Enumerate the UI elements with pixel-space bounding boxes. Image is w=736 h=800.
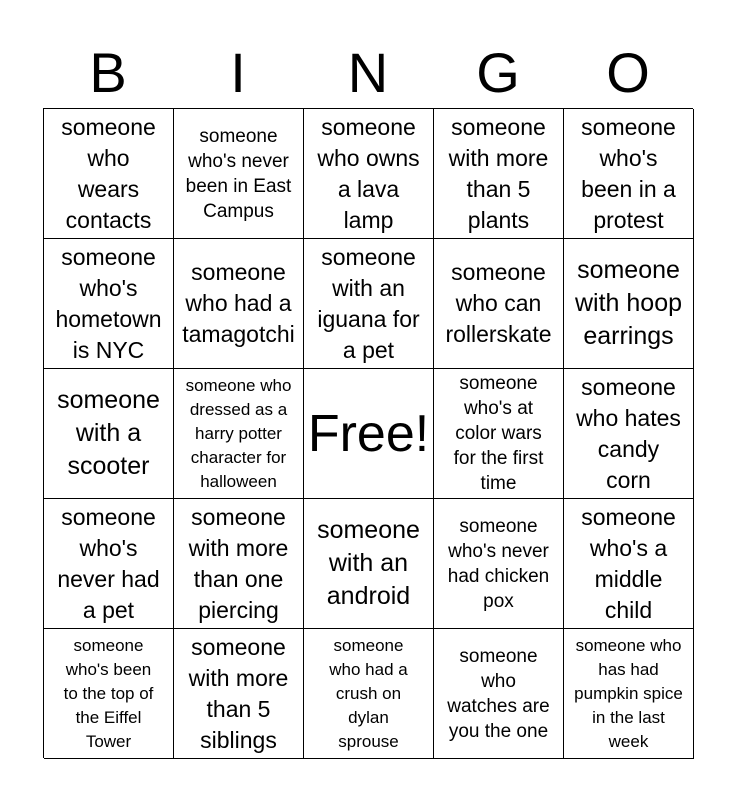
bingo-cell[interactable] (44, 369, 174, 499)
cell-text: someone who has had pumpkin spice in the last week (574, 635, 683, 751)
cell-text: someone with more than one piercing (188, 503, 289, 623)
bingo-cell[interactable] (304, 239, 434, 369)
bingo-cell[interactable] (434, 499, 564, 629)
cell-text: someone who's a middle child (581, 503, 676, 623)
cell-text: someone with an android (317, 516, 420, 610)
cell-text: someone who had a tamagotchi (182, 259, 295, 347)
cell-text: someone who can rollerskate (445, 259, 552, 347)
cell-text: someone who watches are you the one (447, 645, 550, 742)
bingo-cell[interactable] (434, 369, 564, 499)
bingo-cell[interactable] (174, 629, 304, 759)
bingo-cell[interactable] (304, 109, 434, 239)
cell-text: someone who hates candy corn (576, 373, 681, 493)
cell-text: someone with hoop earrings (574, 256, 683, 350)
bingo-cell[interactable] (564, 369, 694, 499)
cell-text: someone with more than 5 siblings (188, 633, 289, 753)
cell-text: someone who's never had a pet (57, 503, 160, 623)
free-space[interactable] (304, 369, 434, 499)
bingo-cell[interactable] (564, 109, 694, 239)
bingo-cell[interactable] (174, 499, 304, 629)
header-letter-g: G (476, 41, 520, 104)
cell-text: someone who's been to the top of the Eiffel Tower (63, 635, 154, 751)
bingo-cell[interactable] (564, 239, 694, 369)
cell-text: someone who's at color wars for the first time (453, 373, 544, 494)
cell-text: someone who's hometown is NYC (55, 243, 162, 363)
cell-text: someone who's been in a protest (581, 113, 676, 233)
cell-text: someone with more than 5 plants (448, 113, 549, 233)
header-letter-o: O (606, 41, 650, 104)
cell-text: someone who had a crush on dylan sprouse (329, 635, 408, 751)
bingo-cell[interactable] (434, 629, 564, 759)
bingo-cell[interactable] (174, 109, 304, 239)
bingo-cell[interactable] (304, 499, 434, 629)
bingo-cell[interactable] (44, 629, 174, 759)
cell-text: someone with a scooter (57, 386, 160, 480)
bingo-header (43, 40, 693, 106)
cell-text: someone who's never had chicken pox (447, 515, 550, 612)
bingo-cell[interactable] (564, 499, 694, 629)
cell-text: someone who wears contacts (61, 113, 156, 233)
header-letter-i: I (230, 41, 246, 104)
bingo-cell[interactable] (434, 109, 564, 239)
cell-text: someone who dressed as a harry potter character for halloween (185, 375, 292, 491)
bingo-cell[interactable] (44, 109, 174, 239)
cell-text: someone who owns a lava lamp (317, 113, 420, 233)
bingo-cell[interactable] (434, 239, 564, 369)
free-space-text: Free! (307, 404, 430, 463)
header-letter-b: B (89, 41, 127, 104)
bingo-cell[interactable] (44, 239, 174, 369)
bingo-cell[interactable] (564, 629, 694, 759)
bingo-cell[interactable] (174, 239, 304, 369)
bingo-cell[interactable] (44, 499, 174, 629)
header-letter-n: N (347, 41, 389, 104)
cell-text: someone who's never been in East Campus (185, 125, 292, 222)
bingo-cell[interactable] (304, 629, 434, 759)
bingo-grid (43, 108, 693, 758)
cell-text: someone with an iguana for a pet (317, 243, 420, 363)
bingo-cell[interactable] (174, 369, 304, 499)
